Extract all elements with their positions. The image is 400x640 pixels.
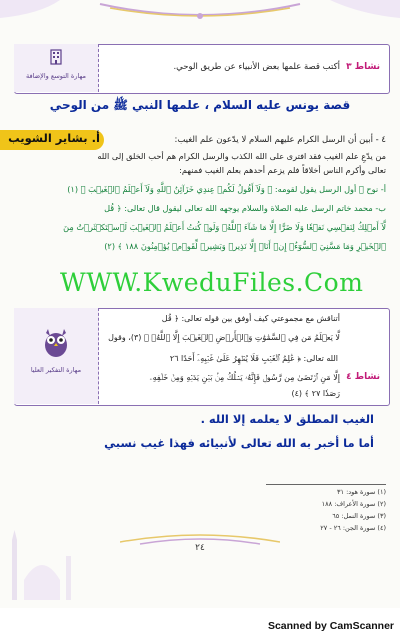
scanner-credit: Scanned by CamScanner [267,620,394,632]
footnote: (٣) سورة النمل: ٦٥ [332,512,386,520]
activity-4-line: رَصَدٗا ٢٧ ﴾ (٤) [291,389,340,398]
activity-3-prompt: أكتب قصة علمها بعض الأنبياء عن طريق الوحي. [173,62,340,72]
page-number: ٢٤ [195,543,205,553]
top-ornament [0,0,400,26]
paragraph-line: تعالى وأكرم الناس أخلاقاً فلم يزعم أحدهم بعلم الغيب فمنهم: [179,165,386,175]
footnote-divider [266,484,386,485]
activity-4-skill-panel [14,308,99,404]
paragraph-line: لَّآ أَمۡلِكُ لِنَفۡسِي نَفۡعٗا وَلَا ضَرًّا إِلَّا مَا شَآءَ ٱللَّهُۚ وَلَوۡ كُنتُ أَعۡلَمُ ٱلۡغَيۡبَ لَٱسۡتَكۡثَرۡتُ مِنَ [63,222,386,232]
footnote: (٢) سورة الأعراف: ١٨٨ [321,500,386,508]
footnote: (٤) سورة الجن: ٢٦ - ٢٧ [320,524,386,532]
activity-4-line: إِلَّا مَنِ ٱرۡتَضَىٰ مِن رَّسُولٖ فَإِنَّهُۥ يَسۡلُكُ مِنۢ بَيۡنِ يَدَيۡهِ وَمِنۡ خَلۡفِهِۦ [149,373,340,382]
mosque-decoration-icon [6,520,78,600]
handwritten-answer-2: الغيب المطلق لا يعلمه إلا الله . [200,412,374,426]
activity-4-line: لَّا يَعۡلَمُ مَن فِي ٱلسَّمَٰوَٰتِ وَٱلۡأَرۡضِ ٱلۡغَيۡبَ إِلَّا ٱللَّهُۚ ﴾ (٣)، وقول [108,333,340,342]
owl-thinking-icon [42,326,70,358]
activity-3-label: نشاط ٣ [346,62,380,72]
expansion-skill-icon [47,48,65,66]
activity-3-skill-panel [14,44,99,92]
teacher-badge: أ. بشاير الشويب [8,131,100,145]
activity-4-line: الله تعالى: ﴿ عَٰلِمُ ٱلۡغَيۡبِ فَلَا يُظۡهِرُ عَلَىٰ غَيۡبِهِۦٓ أَحَدًا ٢٦ [169,354,338,363]
activity-4-label: نشاط ٤ [346,372,380,382]
footnote: (١) سورة هود: ٣١ [337,488,386,496]
paragraph-line: أ- نوح ﷺ أول الرسل يقول لقومه: ﴿ وَلَآ أَقُولُ لَكُمۡ عِندِي خَزَآئِنُ ٱللَّهِ وَلَآ أَعۡلَمُ ٱلۡغَيۡبَ ﴾ (١) [67,184,386,194]
handwritten-answer-3: أما ما أخبر به الله تعالى لأنبيائه فهذا غيب نسبي [104,436,374,450]
watermark: WWW.KweduFiles.Com [60,268,364,297]
paragraph-line: من يدّعِ علم الغيب فقد افترى على الله الكذب والرسل الكرام هم أحب الخلق إلى الله [97,151,386,161]
paragraph-line: ٱلۡخَيۡرِ وَمَا مَسَّنِيَ ٱلسُّوٓءُۚ إِنۡ أَنَا۠ إِلَّا نَذِيرٞ وَبَشِيرٞ لِّقَوۡمٖ يُؤۡمِنُونَ ١٨٨ ﴾ (٢) [104,241,386,251]
activity-3-skill-label: مهارة التوسع والإضافة [26,72,86,80]
activity-4-line: أتناقش مع مجموعتي كيف أوفق بين قوله تعالى: ﴿ قُل [161,314,340,323]
question-4-heading: ٤ - أبين أن الرسل الكرام عليهم السلام لا يدّعون علم الغيب: [174,135,386,145]
paragraph-line: ب- محمد خاتم الرسل عليه الصلاة والسلام يوجهه الله تعالى ليقول قال تعالى: ﴿ قُل [104,203,386,213]
handwritten-answer-1: قصة يونس عليه السلام ، علمها النبي ﷺ من الوحي [49,98,351,112]
activity-4-skill-label: مهارة التفكير العليا [30,366,82,374]
